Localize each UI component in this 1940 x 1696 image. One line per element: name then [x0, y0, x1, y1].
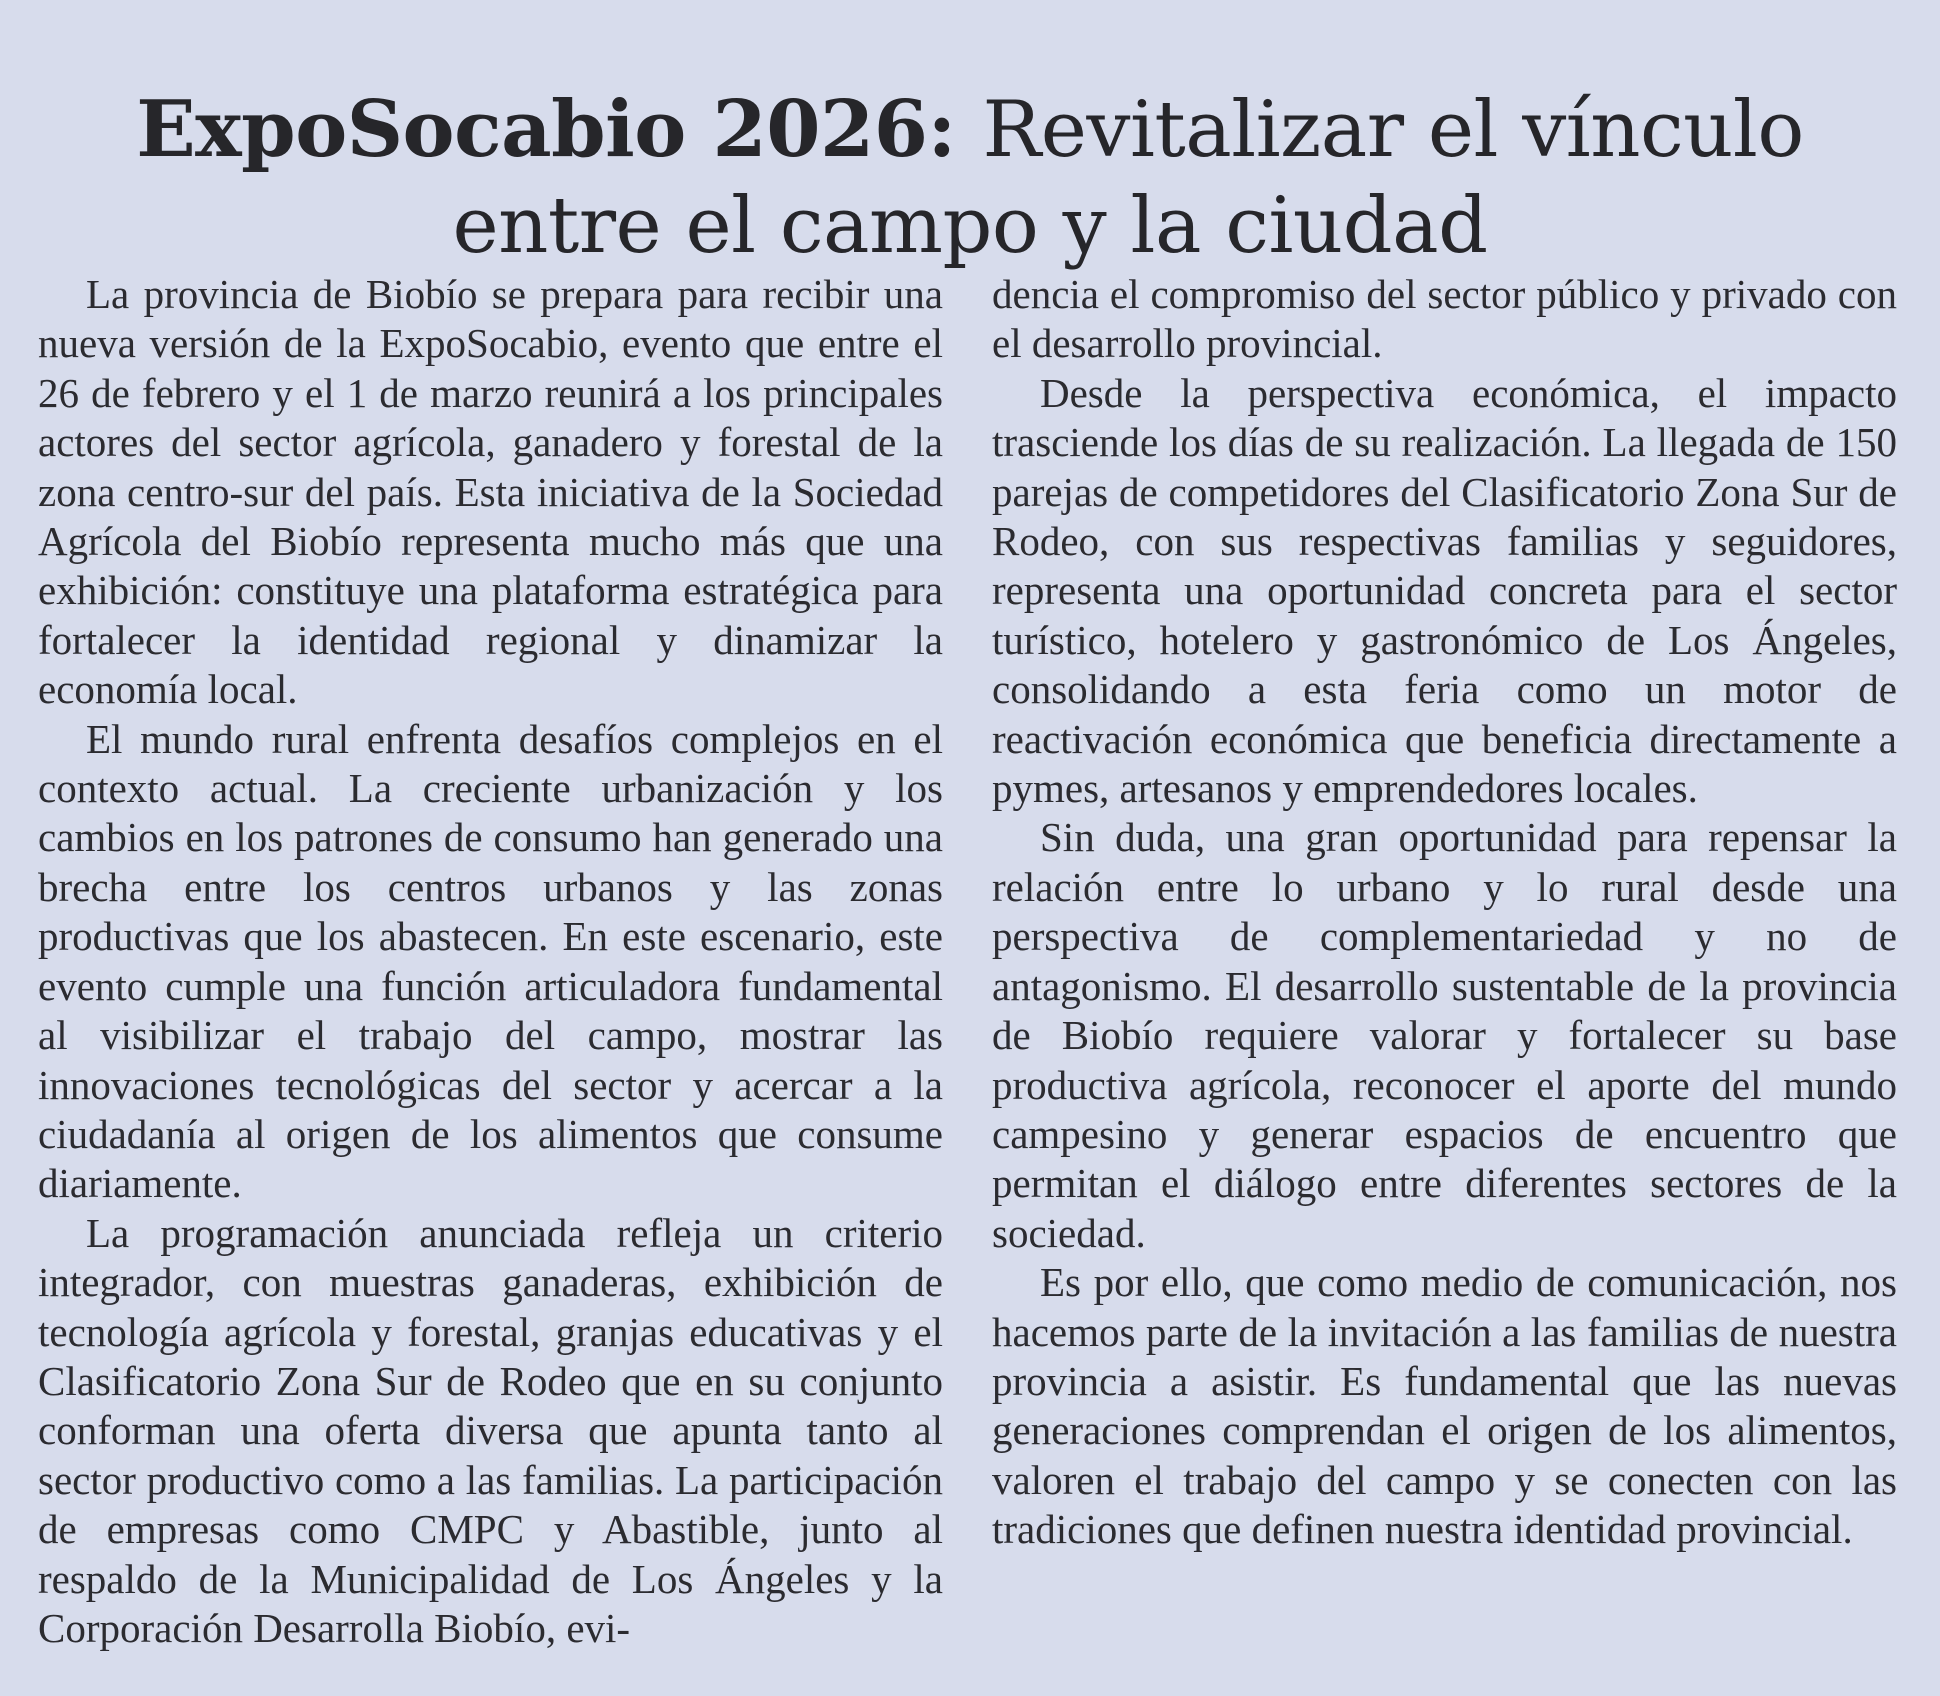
- right-column: [992, 270, 1897, 1555]
- paragraph-3: La programación anunciada refleja un criterio integrador, con muestras ganaderas, exhibición de tecnología agrícola y forestal, granjas educativas y el Clasificatorio Zona Sur de Rodeo que en su conjunto conforman una oferta diversa que apunta tanto al sector productivo como a las familias. La participación de empresas como CMPC y Abastible, junto al respaldo de la Municipalidad de Los Ángeles y la Corporación Desarrolla Biobío, evi-: [38, 1209, 943, 1651]
- paragraph-4: Desde la perspectiva económica, el impacto trasciende los días de su realización. La llegada de 150 parejas de competidores del Clasificatorio Zona Sur de Rodeo, con sus respectivas familias y seguidores, representa una oportunidad concreta para el sector turístico, hotelero y gastronómico de Los Ángeles, consolidando a esta feria como un motor de reactivación económica que beneficia directamente a pymes, artesanos y emprendedores locales.: [992, 369, 1897, 812]
- paragraph-6: Es por ello, que como medio de comunicación, nos hacemos parte de la invitación a las familias de nuestra provincia a asistir. Es fundamental que las nuevas generaciones comprendan el origen de los alimentos, valoren el trabajo del campo y se conecten con las tradiciones que definen nuestra identidad provincial.: [992, 1259, 1897, 1553]
- paragraph-5: Sin duda, una gran oportunidad para repensar la relación entre lo urbano y lo rural desde una perspectiva de complementariedad y no de antagonismo. El desarrollo sustentable de la provincia de Biobío requiere valorar y fortalecer su base productiva agrícola, reconocer el aporte del mundo campesino y generar espacios de encuentro que permitan el diálogo entre diferentes sectores de la sociedad.: [992, 814, 1897, 1256]
- left-column: [38, 270, 943, 1653]
- paragraph-1: La provincia de Biobío se prepara para recibir una nueva versión de la ExpoSocabio, evento que entre el 26 de febrero y el 1 de marzo reunirá a los principales actores del sector agrícola, ganadero y forestal de la zona centro-sur del país. Esta iniciativa de la Sociedad Agrícola del Biobío representa mucho más que una exhibición: constituye una plataforma estratégica para fortalecer la identidad regional y dinamizar la economía local.: [38, 271, 943, 713]
- headline: [40, 82, 1900, 274]
- headline-lead: ExpoSocabio 2026:: [136, 84, 956, 176]
- paragraph-2: El mundo rural enfrenta desafíos complejos en el contexto actual. La creciente urbanización y los cambios en los patrones de consumo han generado una brecha entre los centros urbanos y las zonas productivas que los abastecen. En este escenario, este evento cumple una función articuladora fundamental al visibilizar el trabajo del campo, mostrar las innovaciones tecnológicas del sector y acercar a la ciudadanía al origen de los alimentos que consume diariamente.: [38, 715, 943, 1207]
- headline-rest: Revitalizar el vínculo entre el campo y la ciudad: [452, 85, 1804, 272]
- paragraph-3-continuation: dencia el compromiso del sector público y privado con el desarrollo provincial.: [992, 271, 1897, 367]
